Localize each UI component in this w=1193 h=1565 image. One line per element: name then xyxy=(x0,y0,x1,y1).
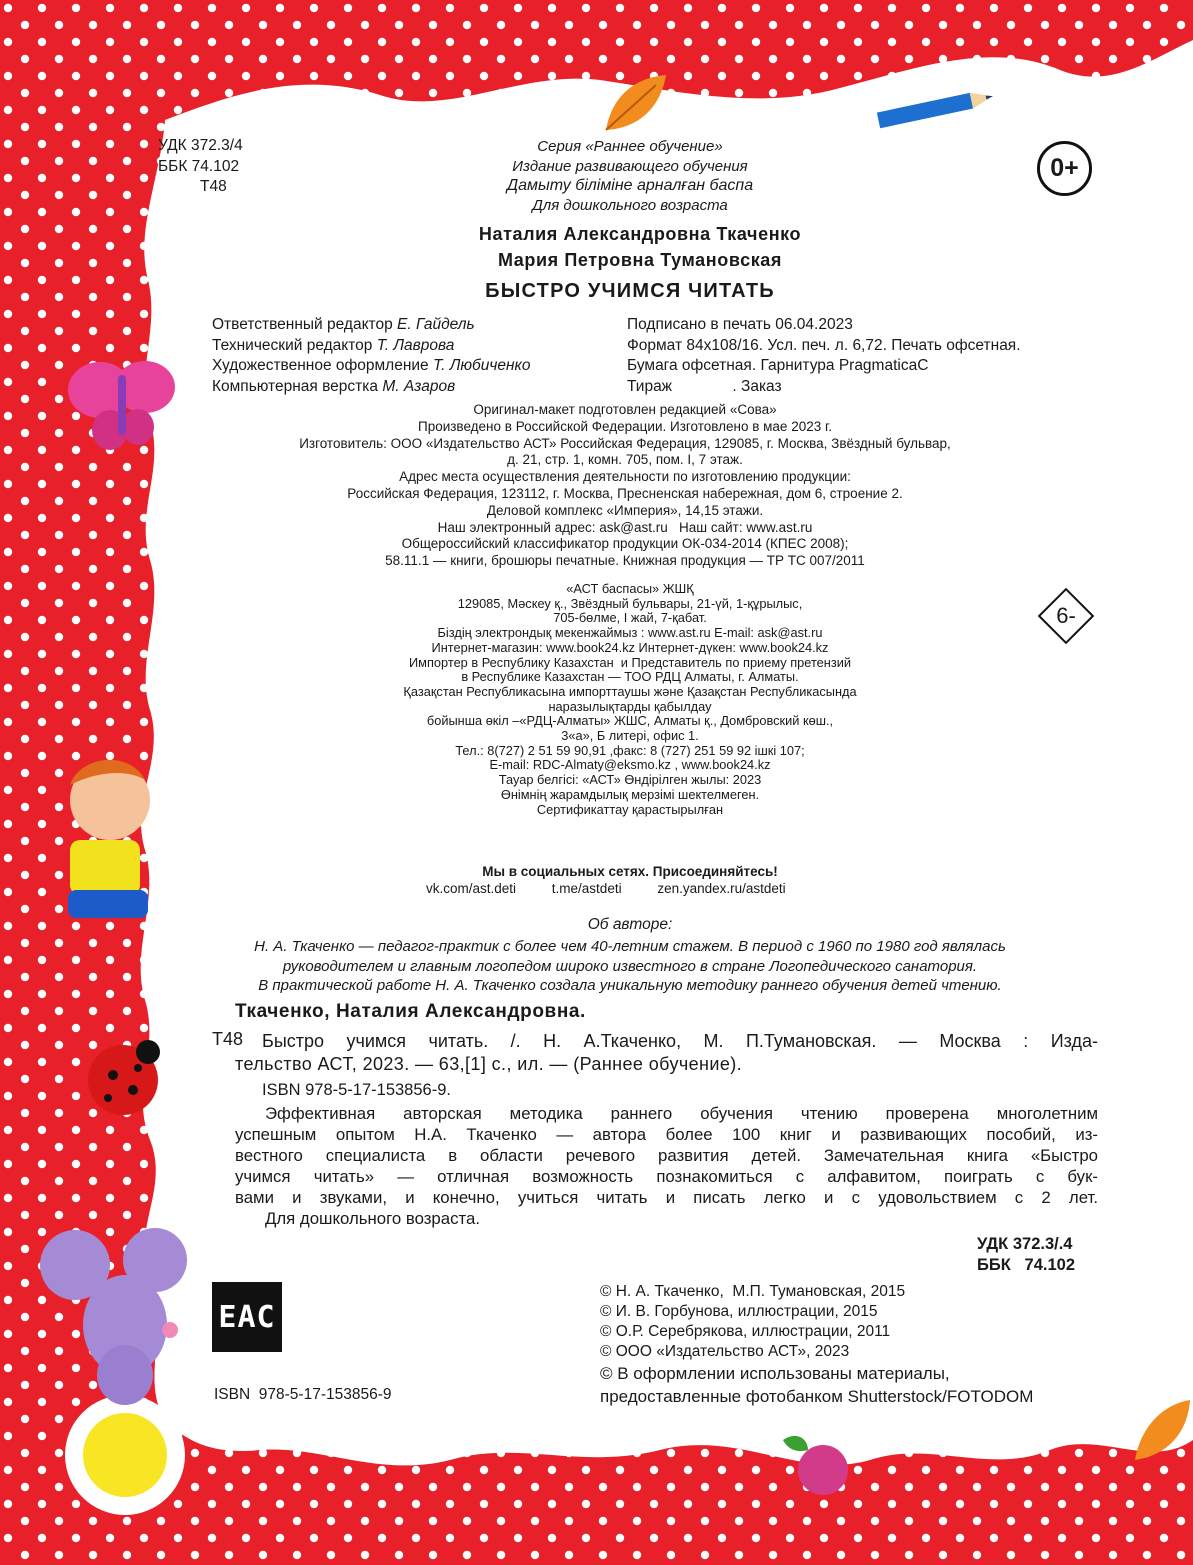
social-link-telegram[interactable]: t.me/astdeti xyxy=(551,881,622,896)
kazakh-line: 3«а», Б литері, офис 1. xyxy=(561,728,699,744)
series-name: Серия «Раннее обучение» xyxy=(537,138,723,155)
series-kazakh: Дамыту біліміне арналған баспа xyxy=(506,177,754,194)
series-edition: Издание развивающего обучения xyxy=(512,157,748,175)
catalog-entry-continued: тельство АСТ, 2023. — 63,[1] с., ил. — (Раннее обучение). xyxy=(235,1054,743,1074)
publisher-line: Произведено в Российской Федерации. Изготовлено в мае 2023 г. xyxy=(417,418,833,434)
print-run: Тираж . Заказ xyxy=(627,377,782,395)
age-diamond-badge xyxy=(1040,590,1092,642)
author-mark: Т48 xyxy=(200,178,227,195)
credit-row xyxy=(212,356,530,377)
raspberry-illustration xyxy=(778,1425,858,1500)
publisher-line: 58.11.1 — книги, брошюры печатные. Книжная продукция — ТР ТС 007/2011 xyxy=(385,553,865,569)
boy-illustration xyxy=(40,740,160,930)
author-1: Наталия Александровна Ткаченко xyxy=(478,224,802,244)
social-link-zen[interactable]: zen.yandex.ru/astdeti xyxy=(657,881,786,896)
eac-mark-text: EAC xyxy=(218,1299,276,1335)
credit-name: Т. Лаврова xyxy=(376,336,455,354)
series-block xyxy=(380,137,880,215)
copyright-line: © И. В. Горбунова, иллюстрации, 2015 xyxy=(600,1303,878,1320)
book-title: БЫСТРО УЧИМСЯ ЧИТАТЬ xyxy=(485,280,775,302)
kazakh-line: бойынша өкіл –«РДЦ-Алматы» ЖШС, Алматы қ., Домбровский көш., xyxy=(426,713,834,729)
author-2: Мария Петровна Тумановская xyxy=(497,250,783,270)
credit-role: Компьютерная верстка xyxy=(212,377,378,395)
kazakh-line: Интернет-магазин: www.book24.kz Интернет-дүкен: www.book24.kz xyxy=(431,639,829,655)
about-author-line: В практической работе Н. А. Ткаченко создала уникальную методику раннего обучения детей чтению. xyxy=(258,977,1002,994)
credit-name: М. Азаров xyxy=(382,377,456,395)
credit-name: Т. Любиченко xyxy=(433,357,531,374)
credit-row xyxy=(212,336,530,357)
annotation-audience: Для дошкольного возраста. xyxy=(265,1209,480,1228)
print-format: Формат 84x108/16. Усл. печ. л. 6,72. Печать офсетная. xyxy=(627,336,1021,354)
credit-name: Е. Гайдель xyxy=(397,316,475,333)
kazakh-line: 129085, Мәскеу қ., Звёздный бульвары, 21-үй, 1-құрылыс, xyxy=(457,595,803,611)
catalog-annotation xyxy=(235,1103,1098,1229)
credit-role: Художественное оформление xyxy=(212,357,429,374)
kazakh-line: Қазақстан Республикасына импорттаушы және Қазақстан Республикасында xyxy=(403,683,857,699)
publisher-line: Оригинал-макет подготовлен редакцией «Сова» xyxy=(473,402,777,417)
blue-pencil-illustration xyxy=(872,84,1002,130)
catalog-entry-line: Быстро учимся читать. /. Н. А.Ткаченко, М. П.Тумановская. — Москва : Изда- xyxy=(262,1031,1098,1051)
social-link-vk[interactable]: vk.com/ast.deti xyxy=(426,881,517,896)
catalog-mark: Т48 xyxy=(212,1029,244,1049)
classification-block xyxy=(158,136,243,198)
annotation-line: вестного специалиста в области речевого развития детей. Замечательная книга «Быстро xyxy=(235,1146,1098,1165)
about-author-line: руководителем и главным логопедом широко известного в стране Логопедического санатория. xyxy=(282,957,978,975)
kazakh-line: «АСТ баспасы» ЖШҚ xyxy=(566,581,694,596)
annotation-line: успешным опытом Н.А. Ткаченко — автора более 100 книг и развивающих пособий, из- xyxy=(235,1125,1098,1144)
copyright-line: © ООО «Издательство АСТ», 2023 xyxy=(600,1343,850,1360)
annotation-line: учимся читать» — отличная возможность познакомиться с алфавитом, поиграть с бук- xyxy=(235,1167,1098,1186)
credit-row xyxy=(212,377,530,398)
kazakh-line: в Республике Казахстан — ТОО РДЦ Алматы, г. Алматы. xyxy=(461,669,799,685)
credit-role: Ответственный редактор xyxy=(212,316,393,333)
autumn-leaf-illustration xyxy=(596,70,676,140)
kazakh-line: Сертификаттау қарастырылған xyxy=(536,801,724,817)
bottom-bbk: ББК 74.102 xyxy=(977,1256,1076,1274)
kazakh-line: Өнімнің жарамдылық мерзімі шектелмеген. xyxy=(500,786,760,802)
copyright-line: © Н. А. Ткаченко, М.П. Тумановская, 2015 xyxy=(600,1283,906,1300)
kazakh-line: Тауар белгісі: «АСТ» Өндірілген жылы: 2023 xyxy=(498,772,762,788)
credit-role: Технический редактор xyxy=(212,336,373,354)
age-rating-badge xyxy=(1037,141,1092,196)
copyrights-block xyxy=(600,1282,1033,1408)
credits-block xyxy=(212,315,530,397)
kazakh-line: Біздің электрондық мекенжаймыз : www.ast.ru E-mail: ask@ast.ru xyxy=(437,625,823,641)
kazakh-line: наразылықтарды қабылдау xyxy=(548,698,712,714)
catalog-heading: Ткаченко, Наталия Александровна. xyxy=(235,1001,586,1022)
mouse-on-flower-illustration xyxy=(30,1215,220,1515)
udk-code: УДК 372.3/4 xyxy=(158,137,243,154)
publisher-line: Изготовитель: ООО «Издательство АСТ» Российская Федерация, 129085, г. Москва, Звёздный бульвар, xyxy=(299,435,951,451)
kazakh-line: E-mail: RDC-Almaty@eksmo.kz , www.book24.kz xyxy=(489,757,771,773)
copyright-line: © В оформлении использованы материалы, xyxy=(600,1364,950,1383)
age-diamond-text: 6- xyxy=(1056,603,1076,628)
print-paper: Бумага офсетная. Гарнитура PragmaticaC xyxy=(627,357,929,374)
kazakh-line: Импортер в Республику Казахстан и Представитель по приему претензий xyxy=(408,654,852,670)
social-links xyxy=(426,881,786,896)
catalog-isbn: ISBN 978-5-17-153856-9. xyxy=(262,1081,451,1099)
eac-mark xyxy=(212,1282,282,1352)
publisher-line: Адрес места осуществления деятельности по изготовлению продукции: xyxy=(399,469,851,485)
kazakh-line: Тел.: 8(727) 2 51 59 90,91 ,факс: 8 (727) 251 59 92 ішкі 107; xyxy=(455,742,805,758)
copyright-line: предоставленные фотобанком Shutterstock/FOTODOM xyxy=(600,1387,1034,1406)
print-info-block xyxy=(627,315,1021,397)
publisher-line: Наш электронный адрес: ask@ast.ru Наш сайт: www.ast.ru xyxy=(437,519,813,535)
catalog-entry xyxy=(262,1029,1098,1054)
annotation-line: Эффективная авторская методика раннего обучения чтению проверена многолетним xyxy=(265,1104,1098,1123)
copyright-line: © О.Р. Серебрякова, иллюстрации, 2011 xyxy=(600,1323,891,1340)
about-author-heading: Об авторе: xyxy=(587,916,673,933)
about-author-text xyxy=(190,937,1070,996)
authors-block xyxy=(340,221,940,273)
bottom-isbn: ISBN 978-5-17-153856-9 xyxy=(214,1386,392,1403)
series-audience: Для дошкольного возраста xyxy=(532,196,728,214)
print-signed: Подписано в печать 06.04.2023 xyxy=(627,316,853,333)
about-author-line: Н. А. Ткаченко — педагог-практик с более чем 40-летним стажем. В период с 1960 по 1980 год являлась xyxy=(254,938,1006,955)
butterfly-illustration xyxy=(60,345,180,455)
credit-row xyxy=(212,315,530,336)
publisher-line: Российская Федерация, 123112, г. Москва, Пресненская набережная, дом 6, строение 2. xyxy=(347,485,903,501)
annotation-line: вами и звуками, и конечно, учиться читать и писать легко и с удовольствием с 2 лет. xyxy=(235,1188,1098,1207)
publisher-info-block xyxy=(240,402,1010,570)
bbk-code: ББК 74.102 xyxy=(158,157,240,175)
publisher-line: Общероссийский классификатор продукции ОК-034-2014 (КПЕС 2008); xyxy=(401,536,849,552)
social-heading: Мы в социальных сетях. Присоединяйтесь! xyxy=(482,864,778,879)
bottom-classification xyxy=(977,1234,1075,1276)
bottom-udk: УДК 372.3/.4 xyxy=(977,1235,1073,1253)
kazakh-info-block xyxy=(330,582,930,817)
kazakh-line: 705-бөлме, I жай, 7-қабат. xyxy=(553,610,707,626)
publisher-line: д. 21, стр. 1, комн. 705, пом. I, 7 этаж. xyxy=(507,452,743,468)
autumn-leaf-corner-illustration xyxy=(1130,1395,1193,1465)
publisher-line: Деловой комплекс «Империя», 14,15 этажи. xyxy=(486,502,764,518)
ladybug-illustration xyxy=(78,1030,168,1120)
age-rating-text: 0+ xyxy=(1050,154,1079,182)
